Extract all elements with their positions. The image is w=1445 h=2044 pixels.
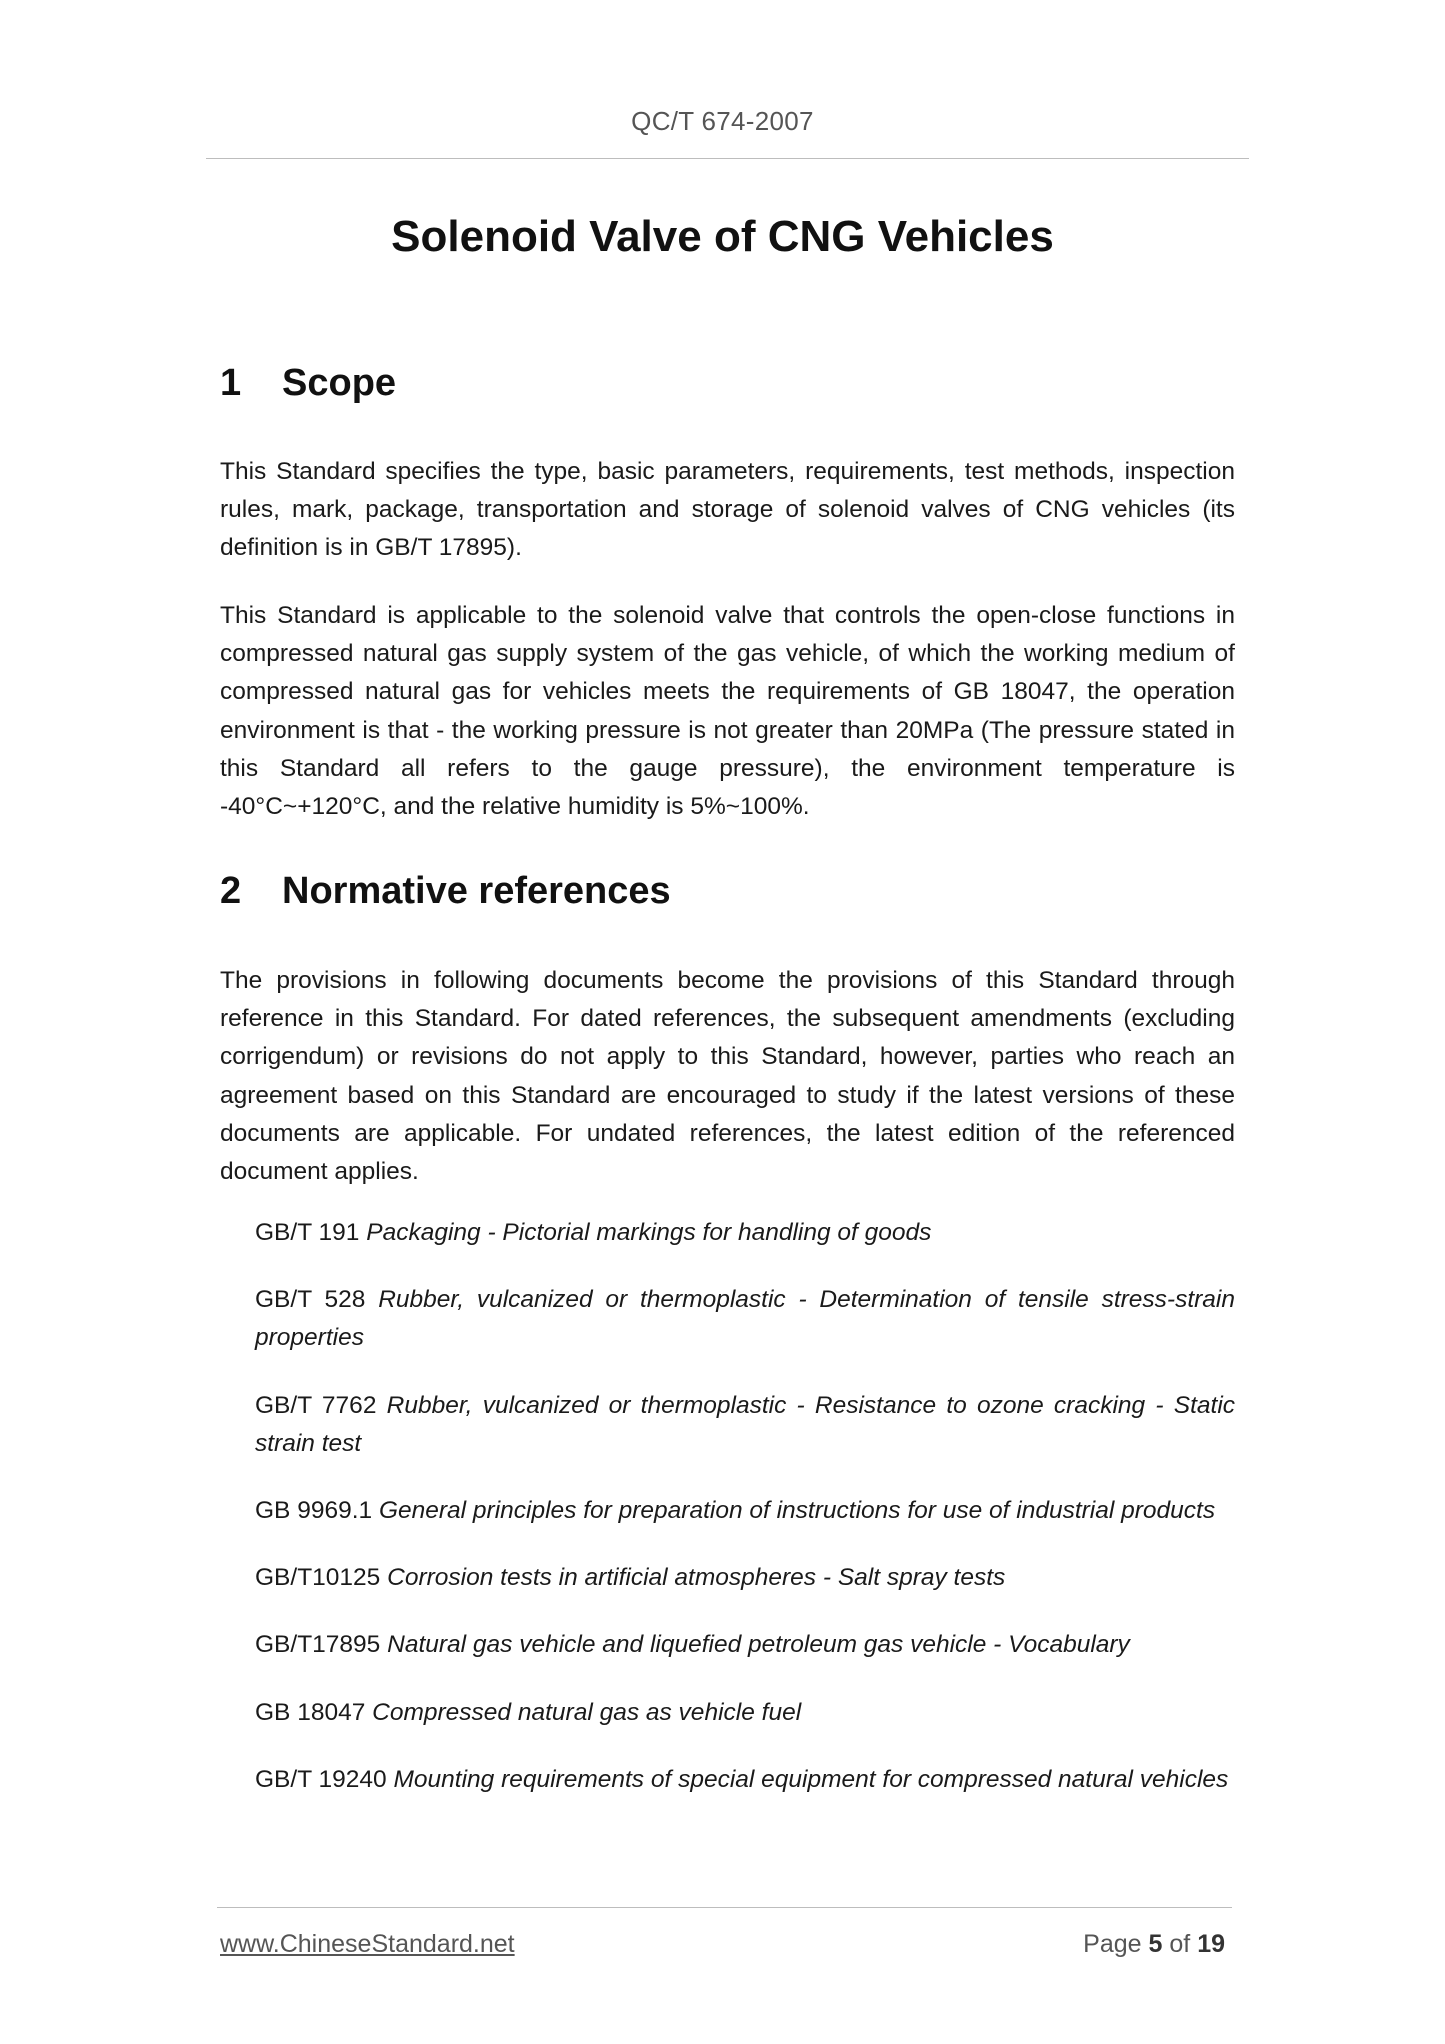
section-title: Normative references: [282, 870, 671, 912]
section-heading-normative-references: [220, 870, 671, 913]
reference-code: GB/T 19240: [255, 1765, 387, 1793]
reference-title: Natural gas vehicle and liquefied petroleum gas vehicle - Vocabulary: [387, 1631, 1130, 1659]
references-intro-paragraph: The provisions in following documents become the provisions of this Standard through reference in this Standard. For dated references, the subsequent amendments (excluding corrigendum) or revisions do not apply to this Standard, however, parties who reach an agreement based on this Standard are encouraged to study if the latest versions of these documents are applicable. For undated references, the latest edition of the referenced document applies.: [220, 967, 1235, 1186]
footer-rule: [217, 1907, 1232, 1908]
reference-item: [255, 1626, 1235, 1664]
footer-page-number: [1083, 1930, 1225, 1959]
reference-item: [255, 1761, 1235, 1799]
reference-list: [255, 1214, 1235, 1828]
reference-title: General principles for preparation of instructions for use of industrial products: [378, 1497, 1216, 1525]
reference-item: [255, 1281, 1235, 1357]
reference-code: GB 18047: [255, 1698, 366, 1726]
reference-code: GB 9969.1: [255, 1497, 373, 1525]
header-rule: [206, 158, 1249, 159]
page-header-code: QC/T 674-2007: [631, 106, 814, 136]
page-current: 5: [1148, 1930, 1163, 1958]
reference-code: GB/T10125: [255, 1564, 381, 1592]
section-number: 2: [220, 870, 242, 912]
reference-title: Packaging - Pictorial markings for handling of goods: [366, 1219, 932, 1246]
reference-title: Rubber, vulcanized or thermoplastic - Determination of tensile stress-strain properties: [255, 1286, 1235, 1352]
reference-code: GB/T 7762: [255, 1391, 377, 1419]
reference-code: GB/T 191: [255, 1219, 360, 1246]
footer-website-link[interactable]: www.ChineseStandard.net: [220, 1930, 515, 1958]
reference-title: Compressed natural gas as vehicle fuel: [372, 1698, 802, 1726]
reference-code: GB/T17895: [255, 1631, 381, 1659]
scope-paragraph-2: This Standard is applicable to the solenoid valve that controls the open-close functions in compressed natural gas supply system of the gas vehicle, of which the working medium of compressed natural gas for vehicles meets the requirements of GB 18047, the operation environment is that - the working pressure is not greater than 20MPa (The pressure stated in this Standard all refers to the gauge pressure), the environment temperature is -40°C~+120°C, and the relative humidity is 5%~100%.: [220, 602, 1235, 821]
page-of-label: of: [1169, 1930, 1191, 1958]
reference-code: GB/T 528: [255, 1286, 366, 1314]
page-label: Page: [1083, 1930, 1142, 1958]
reference-item: [255, 1214, 1235, 1252]
reference-title: Corrosion tests in artificial atmospheres - Salt spray tests: [387, 1564, 1006, 1592]
section-heading-scope: [220, 362, 396, 405]
reference-item: [255, 1387, 1235, 1463]
section-number: 1: [220, 362, 242, 404]
page-total: 19: [1197, 1930, 1225, 1958]
scope-paragraph-1: This Standard specifies the type, basic parameters, requirements, test methods, inspection rules, mark, package, transportation and storage of solenoid valves of CNG vehicles (its definition is in GB/T 17895).: [220, 458, 1235, 562]
document-title: Solenoid Valve of CNG Vehicles: [391, 212, 1054, 261]
reference-item: [255, 1559, 1235, 1597]
section-title: Scope: [282, 362, 397, 404]
reference-title: Rubber, vulcanized or thermoplastic - Resistance to ozone cracking - Static strain test: [255, 1391, 1236, 1457]
reference-item: [255, 1492, 1235, 1530]
reference-item: [255, 1694, 1235, 1732]
reference-title: Mounting requirements of special equipment for compressed natural vehicles: [393, 1765, 1229, 1793]
